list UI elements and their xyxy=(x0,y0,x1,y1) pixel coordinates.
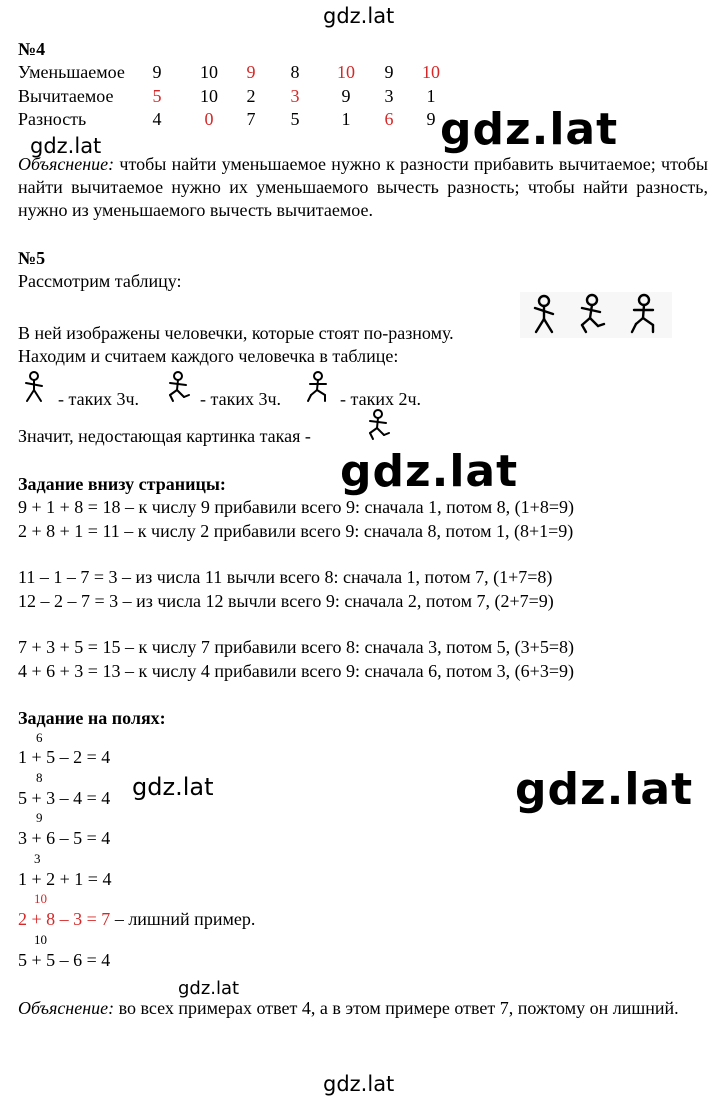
table-cell: 9 xyxy=(246,62,256,82)
table-cell: 9 xyxy=(384,62,394,82)
watermark-small: gdz.lat xyxy=(30,134,102,158)
task5-line3: Находим и считаем каждого человечка в таблице: xyxy=(18,346,399,366)
bottom-task-line: 4 + 6 + 3 = 13 – к числу 4 прибавили всего 9: сначала 6, потом 3, (6+3=9) xyxy=(18,661,574,681)
margin-sup-extra: 10 xyxy=(34,891,47,906)
missing-picture-text: Значит, недостающая картинка такая - xyxy=(18,426,311,446)
table-cell: 6 xyxy=(384,109,394,129)
margin-task-title: Задание на полях: xyxy=(18,708,166,728)
task4-explanation xyxy=(18,153,708,222)
table-cell: 1 xyxy=(426,86,436,106)
margin-expr: 5 + 5 – 6 = 4 xyxy=(18,950,111,970)
stick-figure-icon xyxy=(20,370,48,404)
margin-extra-example xyxy=(18,908,255,930)
margin-sup: 6 xyxy=(36,730,43,745)
stick-figure-stepping-icon xyxy=(304,370,332,404)
bottom-task-line: 12 – 2 – 7 = 3 – из числа 12 вычли всего 9: сначала 2, потом 7, (2+7=9) xyxy=(18,591,554,611)
table-cell: 9 xyxy=(152,62,162,82)
table-cell: 8 xyxy=(290,62,300,82)
table-cell: 10 xyxy=(337,62,355,82)
stick-figure-icon xyxy=(535,296,553,332)
margin-sup: 3 xyxy=(34,851,41,866)
explanation-text: во всех примерах ответ 4, а в этом примере ответ 7, пожтому он лишний. xyxy=(114,998,679,1018)
table-cell: 1 xyxy=(341,109,351,129)
table-cell: 10 xyxy=(200,62,218,82)
count-3: - таких 2ч. xyxy=(340,389,421,409)
bottom-task-line: 2 + 8 + 1 = 11 – к числу 2 прибавили всего 9: сначала 8, потом 1, (8+1=9) xyxy=(18,521,574,541)
stick-figure-running-icon xyxy=(582,295,604,332)
row-label-subtrahend: Вычитаемое xyxy=(18,86,114,106)
watermark-bottom: gdz.lat xyxy=(323,1072,395,1096)
table-cell: 3 xyxy=(384,86,394,106)
bottom-task-line: 7 + 3 + 5 = 15 – к числу 7 прибавили всего 8: сначала 3, потом 5, (3+5=8) xyxy=(18,637,574,657)
watermark-small: gdz.lat xyxy=(178,978,240,999)
table-cell: 9 xyxy=(426,109,436,129)
count-2: - таких 3ч. xyxy=(200,389,281,409)
margin-expr-extra: 2 + 8 – 3 = 7 xyxy=(18,909,111,929)
margin-expr: 1 + 2 + 1 = 4 xyxy=(18,869,112,889)
watermark-top: gdz.lat xyxy=(323,4,395,28)
watermark-small: gdz.lat xyxy=(132,773,214,801)
explanation-label: Объяснение: xyxy=(18,154,115,174)
margin-extra-note: – лишний пример. xyxy=(110,909,256,929)
table-cell: 10 xyxy=(422,62,440,82)
bottom-task-line: 9 + 1 + 8 = 18 – к числу 9 прибавили всего 9: сначала 1, потом 8, (1+8=9) xyxy=(18,497,574,517)
task5-line2: В ней изображены человечки, которые стоят по-разному. xyxy=(18,323,454,343)
bottom-task-title: Задание внизу страницы: xyxy=(18,474,226,494)
watermark-big: gdz.lat xyxy=(515,764,694,815)
table-cell: 4 xyxy=(152,109,162,129)
task4-number: №4 xyxy=(18,39,46,59)
watermark-big: gdz.lat xyxy=(340,446,519,497)
margin-sup: 9 xyxy=(36,810,43,825)
margin-expr: 1 + 5 – 2 = 4 xyxy=(18,747,111,767)
bottom-task-line: 11 – 1 – 7 = 3 – из числа 11 вычли всего 8: сначала 1, потом 7, (1+7=8) xyxy=(18,567,553,587)
stick-figure-running-icon xyxy=(364,408,392,442)
margin-sup: 10 xyxy=(34,932,47,947)
row-label-difference: Разность xyxy=(18,109,87,129)
margin-expr: 3 + 6 – 5 = 4 xyxy=(18,828,111,848)
explanation-text: чтобы найти уменьшаемое нужно к разности прибавить вычитаемое; чтобы найти вычитаемое нужно их уменьшаемого вычесть разность; чтобы найти разность, нужно из уменьшаемого вычесть вычитаемое. xyxy=(18,154,708,220)
table-cell: 7 xyxy=(246,109,256,129)
margin-explanation xyxy=(18,997,708,1020)
table-cell: 5 xyxy=(152,86,162,106)
explanation-label: Объяснение: xyxy=(18,998,115,1018)
row-label-minuend: Уменьшаемое xyxy=(18,62,125,82)
stick-figure-stepping-icon xyxy=(632,295,653,332)
task5-line1: Рассмотрим таблицу: xyxy=(18,271,182,291)
task5-number: №5 xyxy=(18,248,46,268)
table-cell: 2 xyxy=(246,86,256,106)
stick-figures-table xyxy=(520,292,672,338)
table-cell: 10 xyxy=(200,86,218,106)
watermark-big: gdz.lat xyxy=(440,104,619,155)
table-cell: 3 xyxy=(290,86,300,106)
stick-figure-running-icon xyxy=(164,370,192,404)
margin-sup: 8 xyxy=(36,770,43,785)
table-cell: 5 xyxy=(290,109,300,129)
count-1: - таких 3ч. xyxy=(58,389,139,409)
table-cell: 0 xyxy=(204,109,214,129)
margin-expr: 5 + 3 – 4 = 4 xyxy=(18,788,111,808)
table-cell: 9 xyxy=(341,86,351,106)
